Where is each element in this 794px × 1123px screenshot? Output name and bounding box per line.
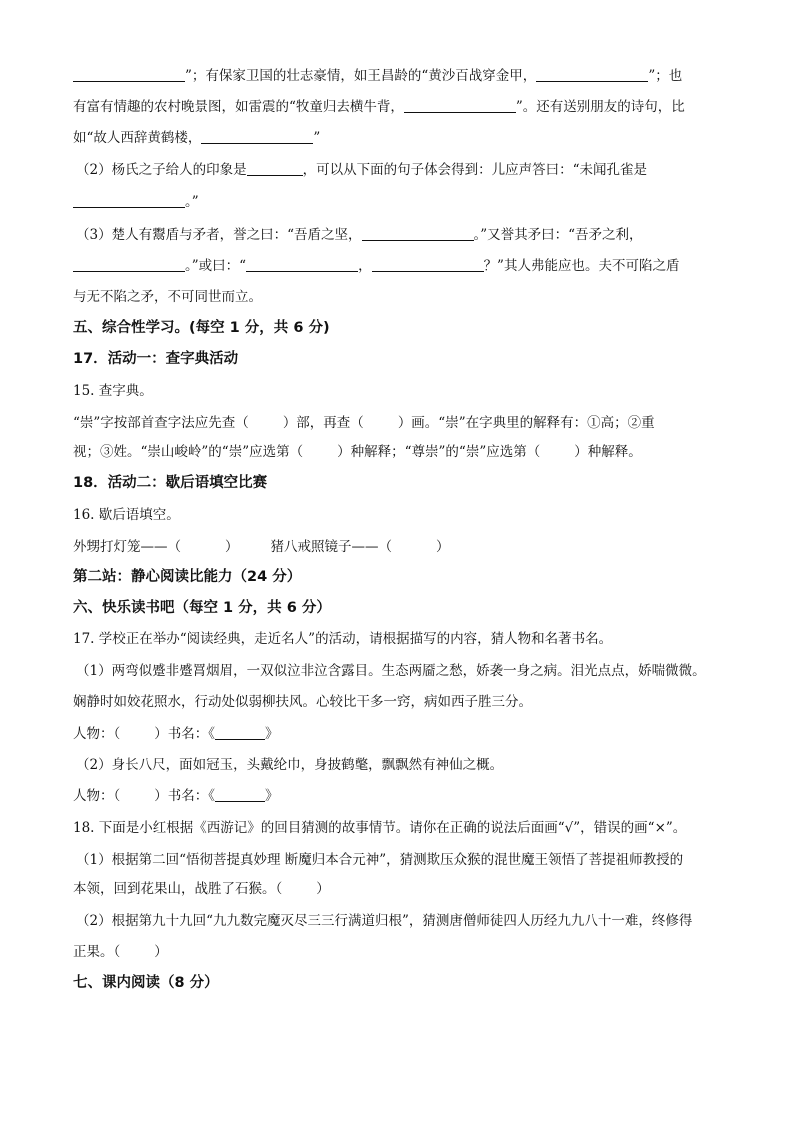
question-17-1-answer: 人物：（ ）书名：《 》 (73, 726, 279, 742)
question-17-title: 17. 学校正在举办“阅读经典，走近名人”的活动，请根据描写的内容，猜人物和名著书名。 (73, 631, 613, 647)
question-yang-line-1: （2）杨氏之子给人的印象是 ，可以从下面的句子体会得到：儿应声答曰：“未闻孔雀是 (76, 162, 647, 178)
question-15-title: 15. 查字典。 (73, 383, 153, 399)
question-17-1-line-1: （1）两弯似蹙非蹙罥烟眉，一双似泣非泣含露目。生态两靥之愁，娇袭一身之病。泪光点点，娇喘微微。 (76, 663, 706, 679)
stage-heading-2: 第二站：静心阅读比能力（24 分） (73, 569, 302, 585)
question-15-line-1: “崇”字按部首查字法应先查（ ）部，再查（ ）画。“崇”在字典里的解释有：①高；②重 (73, 415, 655, 431)
poem-line-3: 如“故人西辞黄鹤楼， ” (73, 130, 321, 146)
question-17-2-answer: 人物：（ ）书名：《 》 (73, 788, 279, 804)
answer-blank[interactable] (372, 257, 484, 272)
question-chu-line-3: 与无不陷之矛，不可同世而立。 (73, 289, 262, 305)
question-18-1-line-1: （1）根据第二回“悟彻菩提真妙理 断魔归本合元神”，猜测欺压众猴的混世魔王领悟了菩提祖师教授的 (76, 852, 684, 868)
question-yang-line-2: 。” (73, 192, 728, 212)
activity-heading-18: 18．活动二：歇后语填空比赛 (73, 475, 268, 491)
section-heading-7: 七、课内阅读（8 分） (73, 975, 219, 991)
section-heading-5: 五、综合性学习。(每空 1 分，共 6 分) (73, 320, 330, 336)
answer-blank[interactable] (73, 193, 185, 208)
poem-line-2: 有富有情趣的农村晚景图，如雷震的“牧童归去横牛背， ”。还有送别朋友的诗句，比 (73, 99, 685, 115)
activity-heading-17: 17．活动一：查字典活动 (73, 351, 239, 367)
section-heading-6: 六、快乐读书吧（每空 1 分，共 6 分） (73, 600, 331, 616)
question-chu-line-1: （3）楚人有鬻盾与矛者，誉之曰：“吾盾之坚， 。”又誉其矛曰：“吾矛之利， (76, 227, 643, 243)
answer-blank[interactable] (246, 257, 358, 272)
question-18-title: 18. 下面是小红根据《西游记》的回目猜测的故事情节。请你在正确的说法后面画“√”，错误的画“×”。 (73, 820, 687, 836)
answer-blank[interactable] (362, 226, 474, 241)
question-chu-line-2: 。”或曰：“ ， ？”其人弗能应也。夫不可陷之盾 (73, 256, 728, 276)
question-18-1-line-2: 本领，回到花果山，战胜了石猴。（ ） (73, 881, 330, 897)
poem-line-1: ”；有保家卫国的壮志豪情，如王昌龄的“黄沙百战穿金甲， ”；也 (73, 66, 728, 86)
question-17-2-line: （2）身长八尺，面如冠玉，头戴纶巾，身披鹤氅，飘飘然有神仙之概。 (76, 757, 504, 773)
answer-blank[interactable] (73, 67, 185, 82)
question-16-line: 外甥打灯笼——（ ） 猪八戒照镜子——（ ） (73, 539, 450, 555)
question-18-2-line-1: （2）根据第九十九回“九九数完魔灭尽三三行满道归根”，猜测唐僧师徒四人历经九九八十一难，终修得 (76, 913, 693, 929)
question-16-title: 16. 歇后语填空。 (73, 507, 180, 523)
answer-blank[interactable] (536, 67, 648, 82)
answer-blank[interactable] (404, 98, 516, 113)
answer-blank[interactable] (201, 129, 313, 144)
answer-blank[interactable] (215, 725, 265, 740)
question-18-2-line-2: 正果。（ ） (73, 944, 168, 960)
question-17-1-line-2: 娴静时如姣花照水，行动处似弱柳扶风。心较比干多一窍，病如西子胜三分。 (73, 694, 532, 710)
answer-blank[interactable] (73, 257, 185, 272)
question-15-line-2: 视；③姓。“崇山峻岭”的“崇”应选第（ ）种解释；“尊崇”的“崇”应选第（ ）种解释。 (73, 444, 642, 460)
answer-blank[interactable] (215, 787, 265, 802)
answer-blank[interactable] (247, 161, 303, 176)
